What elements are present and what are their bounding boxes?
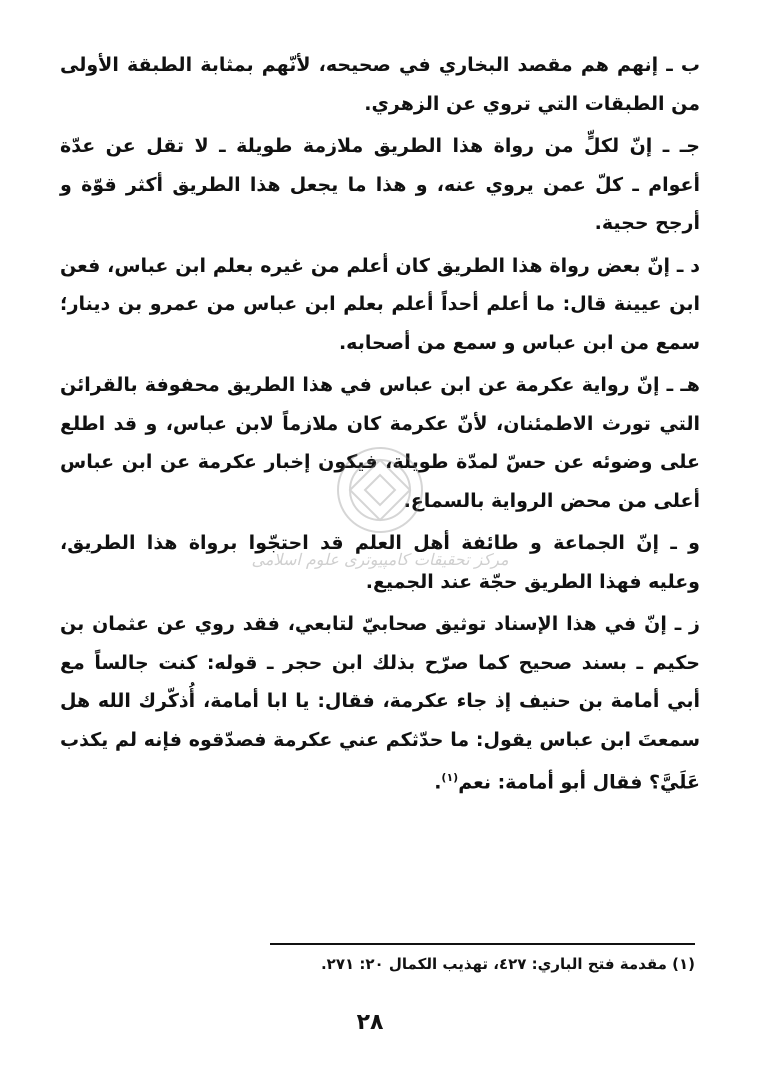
watermark-logo — [230, 440, 530, 580]
footnote-marker: (١) — [441, 771, 459, 784]
footnote: (١) مقدمة فتح الباري: ٤٢٧، تهذيب الكمال ٢٠: ٢٧١. — [320, 955, 695, 973]
paragraph-zay-text: ز ـ إنّ في هذا الإسناد توثيق صحابيّ لتابعي، فقد روي عن عثمان بن حكيم ـ بسند صحيح كما صرّح بذلك ابن حجر ـ قوله: كنت جالساً مع أبي أمامة بن حنيف إذ جاء عكرمة، فقال: يا ابا أمامة، أُذكّرك الله هل سمعتَ ابن عباس يقول: ما حدّثكم عني عكرمة فصدّقوه فإنه لم يكذب عَلَيَّ؟ فقال أبو أمامة: نعم — [60, 613, 700, 794]
paragraph-ha: هـ ـ إنّ رواية عكرمة عن ابن عباس في هذا الطريق محفوفة بالقرائن التي تورث الاطمئنان، لأنّ عكرمة كان ملازماً لابن عباس، و قد اطلع على وضوئه عن حسّ لمدّة طويلة، فيكون إخبار عكرمة عن ابن عباس أعلى من محض الرواية بالسماع. — [60, 374, 700, 512]
footnote-divider — [270, 943, 695, 945]
closing-period: . — [434, 771, 442, 794]
page-number: ٢٨ — [356, 1010, 384, 1035]
watermark-text: مركز تحقيقات كامپيوتری علوم اسلامی — [251, 550, 509, 569]
paragraph-jim: جـ ـ إنّ لكلٍّ من رواة هذا الطريق ملازمة طويلة ـ لا تقل عن عدّة أعوام ـ كلّ عمن يروي عنه، و هذا ما يجعل هذا الطريق أكثر قوّة و أرجح حجية. — [60, 135, 700, 234]
paragraph-zay — [60, 605, 700, 802]
paragraph-b: ب ـ إنهم هم مقصد البخاري في صحيحه، لأنّهم بمثابة الطبقة الأولى من الطبقات التي تروي عن الزهري. — [60, 54, 700, 115]
paragraph-waw: و ـ إنّ الجماعة و طائفة أهل العلم قد احتجّوا برواة هذا الطريق، وعليه فهذا الطريق حجّة عند الجميع. — [60, 532, 700, 593]
paragraph-dal: د ـ إنّ بعض رواة هذا الطريق كان أعلم من غيره بعلم ابن عباس، فعن ابن عيينة قال: ما أعلم أحداً أعلم بعلم ابن عباس من عمرو بن دينار؛ سمع من ابن عباس و سمع من أصحابه. — [60, 254, 700, 354]
